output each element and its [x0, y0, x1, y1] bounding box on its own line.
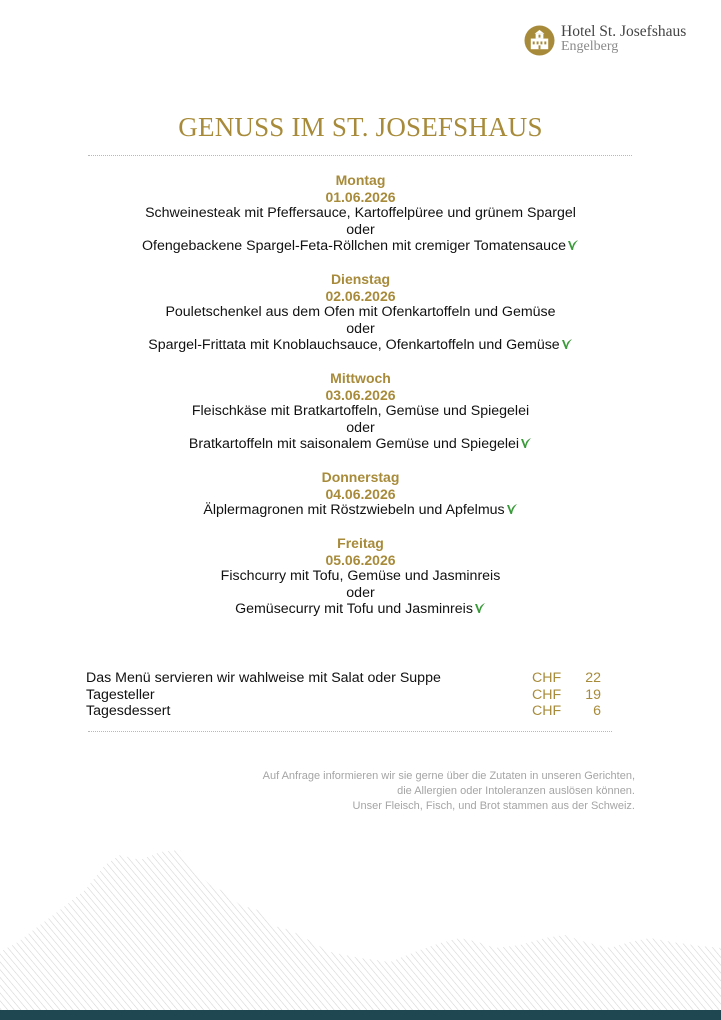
- day-date: 03.06.2026: [325, 386, 396, 403]
- day-date: 02.06.2026: [325, 287, 396, 304]
- vegetarian-leaf-icon: [474, 602, 486, 614]
- vegetarian-leaf-icon: [520, 437, 532, 449]
- dish-vegetarian: Spargel-Frittata mit Knoblauchsauce, Ofenkartoffeln und Gemüse: [0, 337, 721, 354]
- price-amount: 19: [585, 686, 601, 703]
- dish-or: oder: [346, 419, 375, 436]
- price-currency: CHF: [532, 686, 562, 703]
- price-row: [86, 703, 606, 720]
- footer-bar: [0, 1010, 721, 1020]
- mountain-illustration: [0, 830, 721, 1012]
- price-label: Tagesdessert: [86, 703, 171, 719]
- day-wednesday: [0, 370, 721, 453]
- price-row: [86, 687, 606, 704]
- dish-vegetarian: Bratkartoffeln mit saisonalem Gemüse und Spiegelei: [0, 436, 721, 453]
- day-name: Freitag: [337, 535, 384, 551]
- day-date: 01.06.2026: [325, 188, 396, 205]
- vegetarian-leaf-icon: [561, 338, 573, 350]
- day-thursday: [0, 469, 721, 519]
- day-friday: [0, 535, 721, 618]
- price-label: Tagesteller: [86, 686, 155, 703]
- price-row: [86, 670, 606, 687]
- dish-vegetarian: Ofengebackene Spargel-Feta-Röllchen mit cremiger Tomatensauce: [0, 238, 721, 255]
- price-list: [86, 670, 606, 720]
- day-date: 05.06.2026: [325, 551, 396, 568]
- dish-or: oder: [346, 584, 375, 601]
- day-name: Mittwoch: [330, 370, 391, 386]
- price-currency: CHF: [532, 703, 562, 719]
- day-tuesday: [0, 271, 721, 354]
- day-monday: [0, 172, 721, 255]
- hotel-place: Engelberg: [561, 39, 619, 54]
- dish-vegetarian: Älplermagronen mit Röstzwiebeln und Apfelmus: [0, 502, 721, 519]
- dish-vegetarian: Gemüsecurry mit Tofu und Jasminreis: [0, 601, 721, 618]
- dish-main: Pouletschenkel aus dem Ofen mit Ofenkartoffeln und Gemüse: [165, 304, 556, 320]
- day-name: Dienstag: [330, 271, 391, 287]
- dish-or: oder: [346, 320, 375, 337]
- note-line: die Allergien oder Intoleranzen auslösen können.: [397, 785, 635, 797]
- weekly-menu: [0, 172, 721, 634]
- dish-main: Schweinesteak mit Pfeffersauce, Kartoffelpüree und grünem Spargel: [145, 205, 576, 221]
- hotel-name: Hotel St. Josefshaus: [561, 23, 687, 40]
- allergy-note: [263, 769, 635, 814]
- price-label: Das Menü servieren wir wahlweise mit Salat oder Suppe: [86, 670, 441, 686]
- note-line: Auf Anfrage informieren wir sie gerne über die Zutaten in unseren Gerichten,: [262, 770, 635, 782]
- hotel-building-icon: [524, 25, 555, 56]
- vegetarian-leaf-icon: [506, 503, 518, 515]
- divider-bottom: [88, 731, 612, 732]
- price-amount: 6: [593, 703, 601, 719]
- dish-or: oder: [346, 221, 375, 238]
- note-line: Unser Fleisch, Fisch, und Brot stammen aus der Schweiz.: [352, 800, 635, 812]
- day-date: 04.06.2026: [325, 485, 396, 502]
- divider-top: [88, 155, 632, 156]
- price-currency: CHF: [532, 670, 562, 686]
- dish-main: Fleischkäse mit Bratkartoffeln, Gemüse und Spiegelei: [191, 403, 530, 419]
- vegetarian-leaf-icon: [567, 239, 579, 251]
- price-amount: 22: [585, 670, 601, 686]
- day-name: Donnerstag: [321, 469, 400, 485]
- dish-main: Fischcurry mit Tofu, Gemüse und Jasminreis: [220, 568, 501, 584]
- hotel-logo: [524, 24, 686, 56]
- page-title: GENUSS IM ST. JOSEFSHAUS: [178, 112, 543, 142]
- day-name: Montag: [335, 172, 386, 188]
